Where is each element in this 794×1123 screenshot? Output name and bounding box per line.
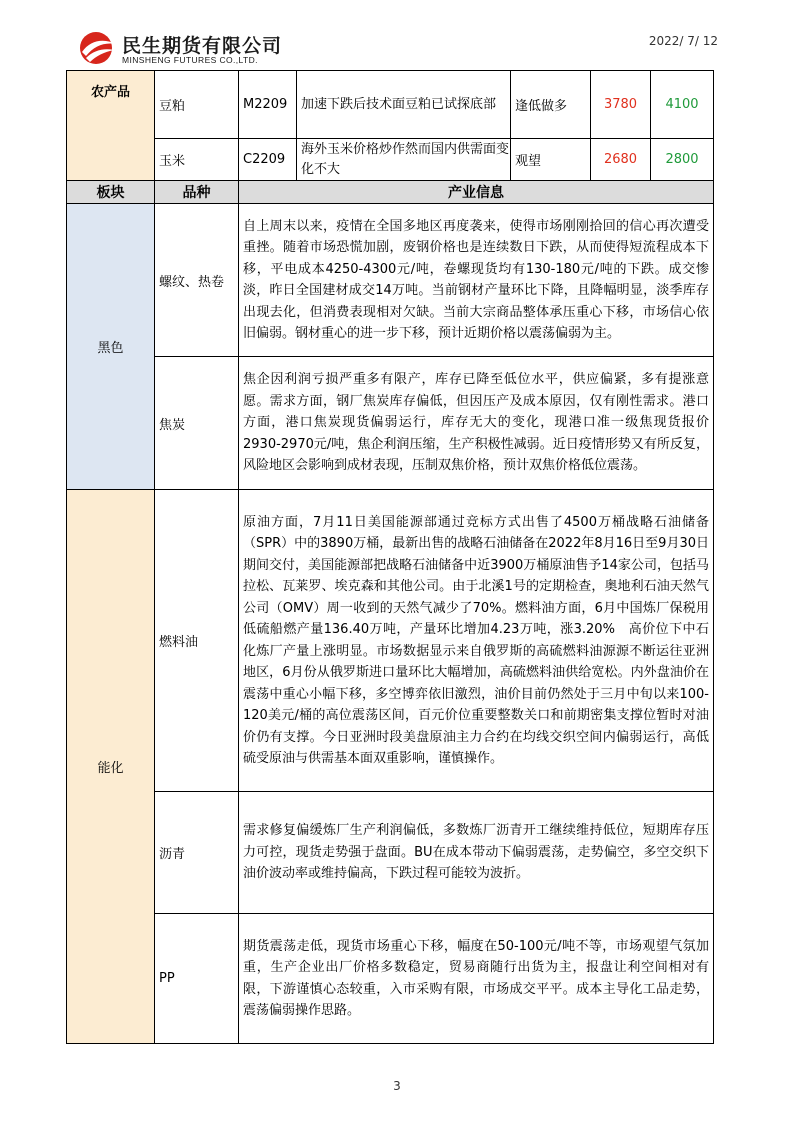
table-row — [67, 139, 714, 181]
variety-cell: 螺纹、热卷 — [155, 204, 239, 357]
table-row — [67, 357, 714, 490]
sector-cell: 黑色 — [67, 204, 155, 490]
price-low-cell: 2680 — [591, 139, 651, 181]
page-header — [78, 28, 718, 68]
header-info: 产业信息 — [239, 181, 714, 204]
table-row — [67, 71, 714, 139]
info-cell: 期货震荡走低，现货市场重心下移，幅度在50-100元/吨不等，市场观望气氛加重，生产企业出厂价格多数稳定，贸易商随行出货为主，报盘让利空间相对有限，下游谨慎心态较重，入市采购有限，市场成交平平。成本主导化工品走势，震荡偏弱操作思路。 — [239, 914, 714, 1044]
price-low-cell: 3780 — [591, 71, 651, 139]
variety-cell: PP — [155, 914, 239, 1044]
variety-cell: 豆粕 — [155, 71, 239, 139]
sector-cell: 农产品 — [67, 71, 155, 181]
contract-cell: C2209 — [239, 139, 297, 181]
table-row — [67, 204, 714, 357]
view-cell: 海外玉米价格炒作然而国内供需面变化不大 — [297, 139, 511, 181]
company-name-en: MINSHENG FUTURES CO.,LTD. — [122, 55, 258, 65]
view-cell: 加速下跌后技术面豆粕已试探底部 — [297, 71, 511, 139]
minsheng-logo-icon — [78, 30, 118, 66]
header-sector: 板块 — [67, 181, 155, 204]
table-row — [67, 792, 714, 914]
company-name-cn: 民生期货有限公司 — [122, 35, 283, 57]
strategy-cell: 逢低做多 — [511, 71, 591, 139]
sector-cell: 能化 — [67, 490, 155, 1044]
variety-cell: 沥青 — [155, 792, 239, 914]
page-number: 3 — [393, 1079, 401, 1093]
price-high-cell: 2800 — [651, 139, 714, 181]
table-row — [67, 914, 714, 1044]
info-cell: 焦企因利润亏损严重多有限产，库存已降至低位水平，供应偏紧，多有提涨意愿。需求方面，钢厂焦炭库存偏低，但因压产及成本原因，仅有刚性需求。港口方面，港口焦炭现货偏弱运行，库存无大的变化，现港口准一级焦现货报价2930-2970元/吨，焦企利润压缩，生产积极性减弱。近日疫情形势又有所反复，风险地区会影响到成材表现，压制双焦价格，预计双焦价格低位震荡。 — [239, 357, 714, 490]
report-table — [66, 70, 714, 1044]
info-cell: 自上周末以来，疫情在全国多地区再度袭来，使得市场刚刚拾回的信心再次遭受重挫。随着市场恐慌加剧，废钢价格也是连续数日下跌，从而使得短流程成本下移，平电成本4250-4300元/吨，卷螺现货均有130-180元/吨的下跌。成交惨淡，昨日全国建材成交14万吨。当前钢材产量环比下降，且降幅明显，淡季库存出现去化，但消费表现相对欠缺。当前大宗商品整体承压重心下移，市场信心依旧偏弱。钢材重心的进一步下移，预计近期价格以震荡偏弱为主。 — [239, 204, 714, 357]
report-date: 2022/ 7/ 12 — [648, 34, 718, 48]
info-cell: 原油方面，7月11日美国能源部通过竞标方式出售了4500万桶战略石油储备（SPR）中的3890万桶，最新出售的战略石油储备在2022年8月16日至9月30日期间交付，美国能源部把战略石油储备中近3900万桶原油售予14家公司，包括马拉松、瓦莱罗、埃克森和其他公司。由于北溪1号的定期检查，奥地利石油天然气公司（OMV）周一收到的天然气减少了70%。燃料油方面，6月中国炼厂保税用低硫船燃产量136.40万吨，产量环比增加4.23万吨，涨3.20% 高价位下中石化炼厂产量上涨明显。市场数据显示来自俄罗斯的高硫燃料油源源不断运往亚洲地区，6月份从俄罗斯进口量环比大幅增加，高硫燃料油供给宽松。内外盘油价在震荡中重心小幅下移，多空博弈依旧激烈，油价目前仍然处于三月中旬以来100-120美元/桶的高位震荡区间，百元价位重要整数关口和前期密集支撑位暂时对油价仍有支撑。今日亚洲时段美盘原油主力合约在均线交织空间内偏弱运行，高低硫受原油与供需基本面双重影响，谨慎操作。 — [239, 490, 714, 792]
table-row — [67, 490, 714, 792]
header-variety: 品种 — [155, 181, 239, 204]
strategy-cell: 观望 — [511, 139, 591, 181]
info-cell: 需求修复偏缓炼厂生产利润偏低，多数炼厂沥青开工继续维持低位，短期库存压力可控，现货走势强于盘面。BU在成本带动下偏弱震荡，走势偏空，多空交织下油价波动率或维持偏高，下跌过程可能较为波折。 — [239, 792, 714, 914]
variety-cell: 焦炭 — [155, 357, 239, 490]
price-high-cell: 4100 — [651, 71, 714, 139]
variety-cell: 燃料油 — [155, 490, 239, 792]
variety-cell: 玉米 — [155, 139, 239, 181]
table-header-row — [67, 181, 714, 204]
contract-cell: M2209 — [239, 71, 297, 139]
